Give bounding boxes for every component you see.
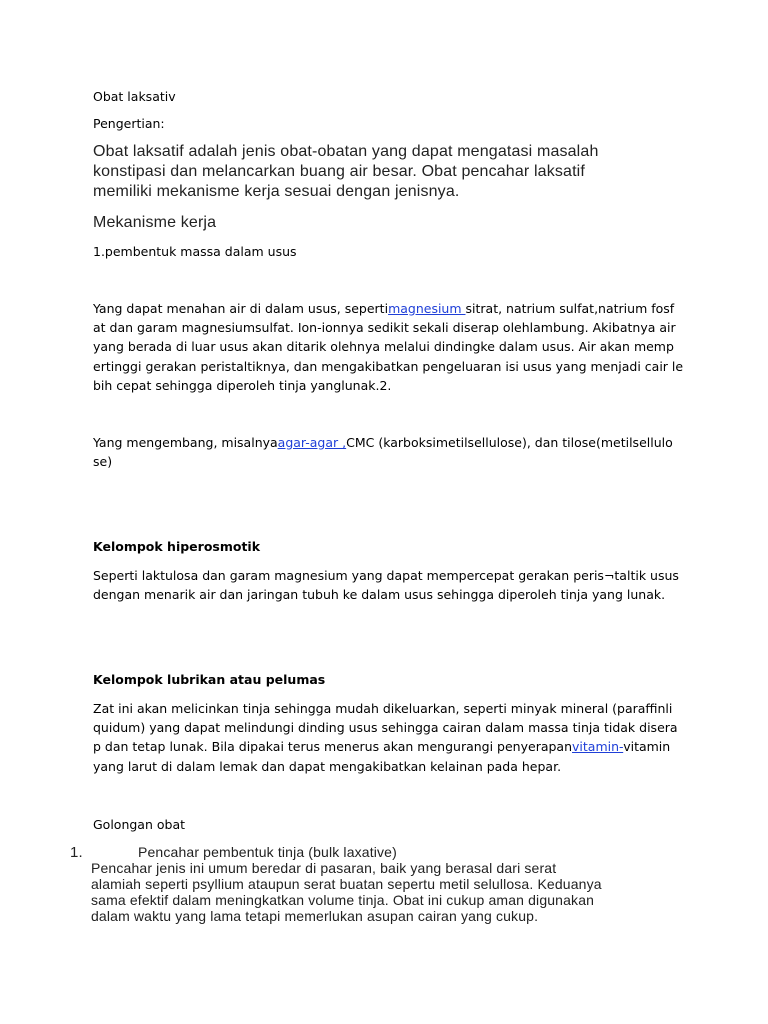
- mechanism-heading: Mekanisme kerja: [93, 214, 217, 231]
- para1-text-after: sitrat, natrium sulfat,natrium fosf: [465, 301, 675, 316]
- lubricant-text-after: vitamin: [623, 739, 671, 754]
- para1-line-5: bih cepat sehingga diperoleh tinja yanglunak.2.: [93, 378, 392, 393]
- drug-class-heading: Golongan obat: [93, 817, 186, 832]
- bulk-laxative-title: Pencahar pembentuk tinja (bulk laxative): [138, 844, 397, 860]
- hyperosmotic-line-1: Seperti laktulosa dan garam magnesium yang dapat mempercepat gerakan peris¬taltik usus: [93, 568, 679, 583]
- bulk-laxative-line-3: sama efektif dalam meningkatkan volume tinja. Obat ini cukup aman digunakan: [91, 892, 595, 908]
- magnesium-link[interactable]: magnesium: [388, 301, 466, 316]
- list-number-1: 1.: [70, 844, 83, 861]
- intro-line-2: konstipasi dan melancarkan buang air besar. Obat pencahar laksatif: [93, 163, 585, 180]
- lubricant-text-before: p dan tetap lunak. Bila dipakai terus menerus akan mengurangi penyerapan: [93, 739, 573, 754]
- lubricant-heading: Kelompok lubrikan atau pelumas: [93, 672, 326, 687]
- mass-former-heading: 1.pembentuk massa dalam usus: [93, 244, 297, 259]
- para1-line-1: [93, 299, 674, 319]
- definition-label: Pengertian:: [93, 116, 165, 131]
- para1-text-before: Yang dapat menahan air di dalam usus, seperti: [93, 301, 389, 316]
- lubricant-line-2: quidum) yang dapat melindungi dinding usus sehingga cairan dalam massa tinja tidak disera: [93, 720, 678, 735]
- bulk-laxative-line-4: dalam waktu yang lama tetapi memerlukan asupan cairan yang cukup.: [91, 908, 539, 924]
- para2-text-after: CMC (karboksimetilsellulose), dan tilose(metilsellulo: [346, 435, 673, 450]
- para1-line-4: ertinggi gerakan peristaltiknya, dan mengakibatkan pengeluaran isi usus yang menjadi cair le: [93, 359, 684, 374]
- para2-text-before: Yang mengembang, misalnya: [93, 435, 278, 450]
- doc-title: Obat laksativ: [93, 89, 176, 104]
- para2-line-2: se): [93, 454, 113, 469]
- intro-line-3: memiliki mekanisme kerja sesuai dengan jenisnya.: [93, 183, 460, 200]
- lubricant-line-4: yang larut di dalam lemak dan dapat mengakibatkan kelainan pada hepar.: [93, 759, 562, 774]
- hyperosmotic-heading: Kelompok hiperosmotik: [93, 539, 261, 554]
- intro-line-1: Obat laksatif adalah jenis obat-obatan yang dapat mengatasi masalah: [93, 143, 599, 160]
- hyperosmotic-line-2: dengan menarik air dan jaringan tubuh ke dalam usus sehingga diperoleh tinja yang lunak.: [93, 587, 666, 602]
- para2-line-1: [93, 433, 673, 453]
- vitamin-link[interactable]: vitamin-: [572, 739, 624, 754]
- bulk-laxative-line-1: Pencahar jenis ini umum beredar di pasaran, baik yang berasal dari serat: [91, 860, 557, 876]
- lubricant-line-3: [93, 737, 670, 757]
- para1-line-2: at dan garam magnesiumsulfat. Ion-ionnya sedikit sekali diserap olehlambung. Akibatnya air: [93, 320, 676, 335]
- agar-agar-link[interactable]: agar-agar ,: [277, 435, 347, 450]
- lubricant-line-1: Zat ini akan melicinkan tinja sehingga mudah dikeluarkan, seperti minyak mineral (paraffinli: [93, 701, 673, 716]
- bulk-laxative-line-2: alamiah seperti psyllium ataupun serat buatan sepertu metil selullosa. Keduanya: [91, 876, 602, 892]
- para1-line-3: yang berada di luar usus akan ditarik olehnya melalui dindingke dalam usus. Air akan memp: [93, 339, 674, 354]
